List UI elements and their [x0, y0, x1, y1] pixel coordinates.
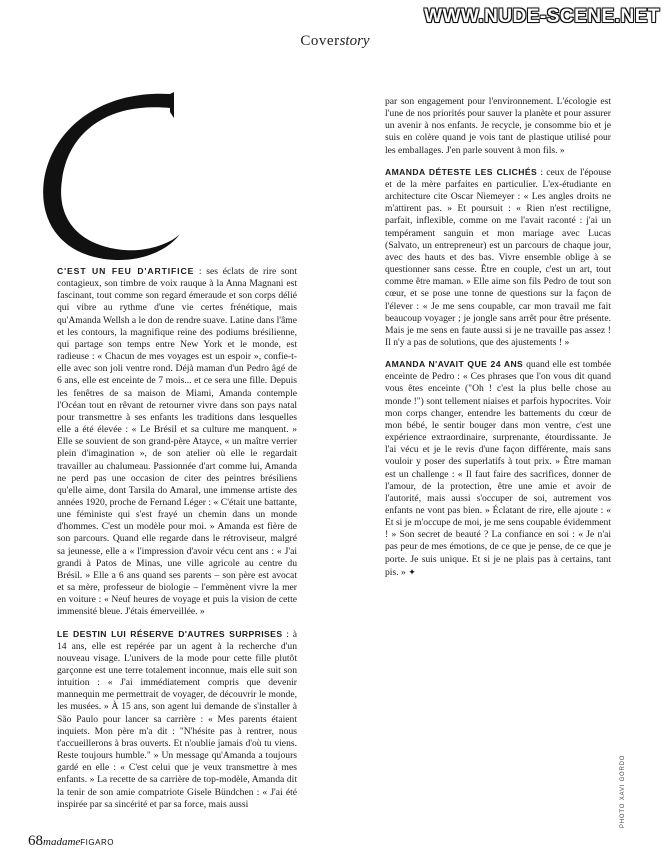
- paragraph-destin: [57, 628, 297, 811]
- magazine-name: madame: [43, 836, 81, 848]
- photo-credit-text: PHOTO XAVI GORDO: [620, 754, 626, 828]
- publisher-name: FIGARO: [80, 838, 114, 847]
- photo-credit: [620, 720, 630, 830]
- article-column-left: [57, 265, 297, 811]
- dropcap-letter: [20, 88, 190, 263]
- paragraph-lead: C'EST UN FEU D'ARTIFICE: [57, 266, 195, 276]
- paragraph-text: : ses éclats de rire sont contagieux, son timbre de voix rauque à la Anna Magnani est fascinant, tout comme son regard émeraude et son corps délié qui vibre au rythme d'une vie certes frénétique, mais qu'Amanda Wellsh a le don de rendre suave. Latine dans l'âme et les contours, la magnifique reine des podiums brésilienne, qui partage son temps entre New York et le monde, est radieuse : « Chacun de mes voyages est un espoir », confie-t-elle avec son joli ventre rond. Déjà maman d'un Pedro âgé de 6 ans, elle est enceinte de 7 mois... et ce sera une fille. Depuis les fenêtres de sa maison de Miami, Amanda contemple l'Océan tout en rêvant de retourner vivre dans son pays natal pour transmettre à ses enfants les traditions dans lesquelles elle a été élevée : « Le Brésil et sa culture me manquent. » Elle se souvient de son grand-père Atayce, « un maître verrier plein d'imagination », de son atelier où elle le regardait travailler au chalumeau. Passionnée d'art comme lui, Amanda ne perd pas une occasion de citer des peintres brésiliens qu'elle aime, dont Tarsila do Amaral, une immense artiste des années 1920, proche de Fernand Léger : « C'était une battante, une féministe qui s'est frayé un chemin dans un monde d'hommes. C'est un modèle pour moi. » Amanda est fière de son parcours. Quand elle regarde dans le rétroviseur, malgré sa jeunesse, elle a « l'impression d'avoir vécu cent ans : « J'ai grandi à Patos de Minas, une ville agricole au centre du Brésil. » Elle a 6 ans quand ses parents – son père est avocat et sa mère, professeur de biologie – l'emmènent vivre la mer en voiture : « Neuf heures de voyage et puis la vision de cette immensité bleue. J'étais émerveillée. »: [57, 266, 297, 618]
- paragraph-text: quand elle est tombée enceinte de Pedro : « Ces phrases que l'on vous dit quand vous êtes enceinte ("Oh ! c'est la plus belle chose au monde !") sont tellement niaises et parfois hypocrites. Voir mon corps changer, entendre les battements du cœur de mon bébé, le sentir bouger dans mon ventre, c'est une expérience extraordinaire, surprenante, étourdissante. Je l'ai vécu et je le revis d'une façon différente, mais sans vouloir y poser des superlatifs à tout prix. » Être maman est un challenge : « Il faut faire des sacrifices, donner de l'amour, de la protection, être une amie et avoir de l'autorité, mais aussi s'occuper de soi, autrement vos enfants ne vont pas bien. » Éclatant de rire, elle ajoute : « Et si je m'occupe de moi, je me sens coupable évidemment ! » Son secret de beauté ? La confiance en soi : « Je n'ai pas peur de mes émotions, de ce que je pense, de ce que je porte. Je suis unique. Et si je ne plais pas à certains, tant pis. »: [385, 359, 611, 578]
- article-column-right: [385, 96, 611, 579]
- dropcap-c-shape: [43, 94, 180, 260]
- dropcap-serif: [170, 92, 174, 118]
- paragraph-lead: AMANDA N'AVAIT QUE 24 ANS: [385, 359, 524, 370]
- dropcap-glyph: C: [20, 88, 21, 89]
- end-mark-icon: ✦: [408, 566, 416, 577]
- page-number: 68: [28, 833, 43, 849]
- paragraph-text: : ceux de l'épouse et de la mère parfaites en particulier. L'ex-étudiante en architecture cite Oscar Niemeyer : « Les angles droits ne m'attirent pas. » Et poursuit : « Rien n'est rectiligne, parfait, inflexible, comme on me l'avait raconté : j'ai un tempérament sanguin et mon mariage avec Lucas (Salvato, un entrepreneur) est un parcours de chaque jour, avec des hauts et des bas. Vivre ensemble oblige à se questionner sans cesse. Être en couple, c'est un art, tout comme être maman. » Elle aime son fils Pedro de tout son cœur, et se pose une tonne de questions sur la façon de l'élever : « Je me sens coupable, car mon travail me fait beaucoup voyager ; je jongle sans arrêt pour être présente. Mais je me sens en faute aussi si je ne travaille pas assez ! Il n'y a pas de solutions, que des ajustements ! »: [385, 166, 611, 348]
- page-footer: [28, 833, 114, 850]
- paragraph-24-ans: [385, 358, 611, 579]
- paragraph-cliches: [385, 166, 611, 349]
- rubric-story: story: [339, 33, 370, 49]
- watermark: WWW.NUDE-SCENE.NET: [424, 6, 660, 27]
- rubric-cover: Cover: [300, 33, 340, 49]
- section-rubric: [0, 33, 670, 50]
- paragraph-text: par son engagement pour l'environnement. L'écologie est l'une de nos priorités pour sauver la planète et pour assurer un avenir à nos enfants. Je recycle, je consomme bio et je suis en colère quand je vois tant de plastique utilisé pour les emballages. J'en parle souvent à mon fils. »: [385, 96, 611, 156]
- paragraph-intro: [57, 265, 297, 619]
- paragraph-lead: LE DESTIN LUI RÉSERVE D'AUTRES SURPRISES: [57, 628, 283, 639]
- paragraph-lead: AMANDA DÉTESTE LES CLICHÉS: [385, 166, 538, 177]
- paragraph-continued: [385, 96, 611, 157]
- paragraph-text: : à 14 ans, elle est repérée par un agent à la recherche d'un nouveau visage. L'univers de la mode pour cette fille plutôt garçonne est une terre totalement inconnue, mais elle suit son intuition : « J'ai immédiatement compris que devenir mannequin me permettrait de voyager, de découvrir le monde, les musées. » À 15 ans, son agent lui demande de s'installer à São Paulo pour lancer sa carrière : « Mes parents étaient inquiets. Mon père m'a dit : "N'hésite pas à rentrer, nous t'accueillerons à bras ouverts. Et n'oublie jamais d'où tu viens. Reste toujours humble." » Un message qu'Amanda a toujours gardé en elle : « C'est celui que je veux transmettre à mes enfants. » La recette de sa carrière de top-modèle, Amanda dit la tenir de son amie compatriote Gisele Bündchen : « J'ai été inspirée par sa sincérité et par sa force, mais aussi: [57, 628, 297, 810]
